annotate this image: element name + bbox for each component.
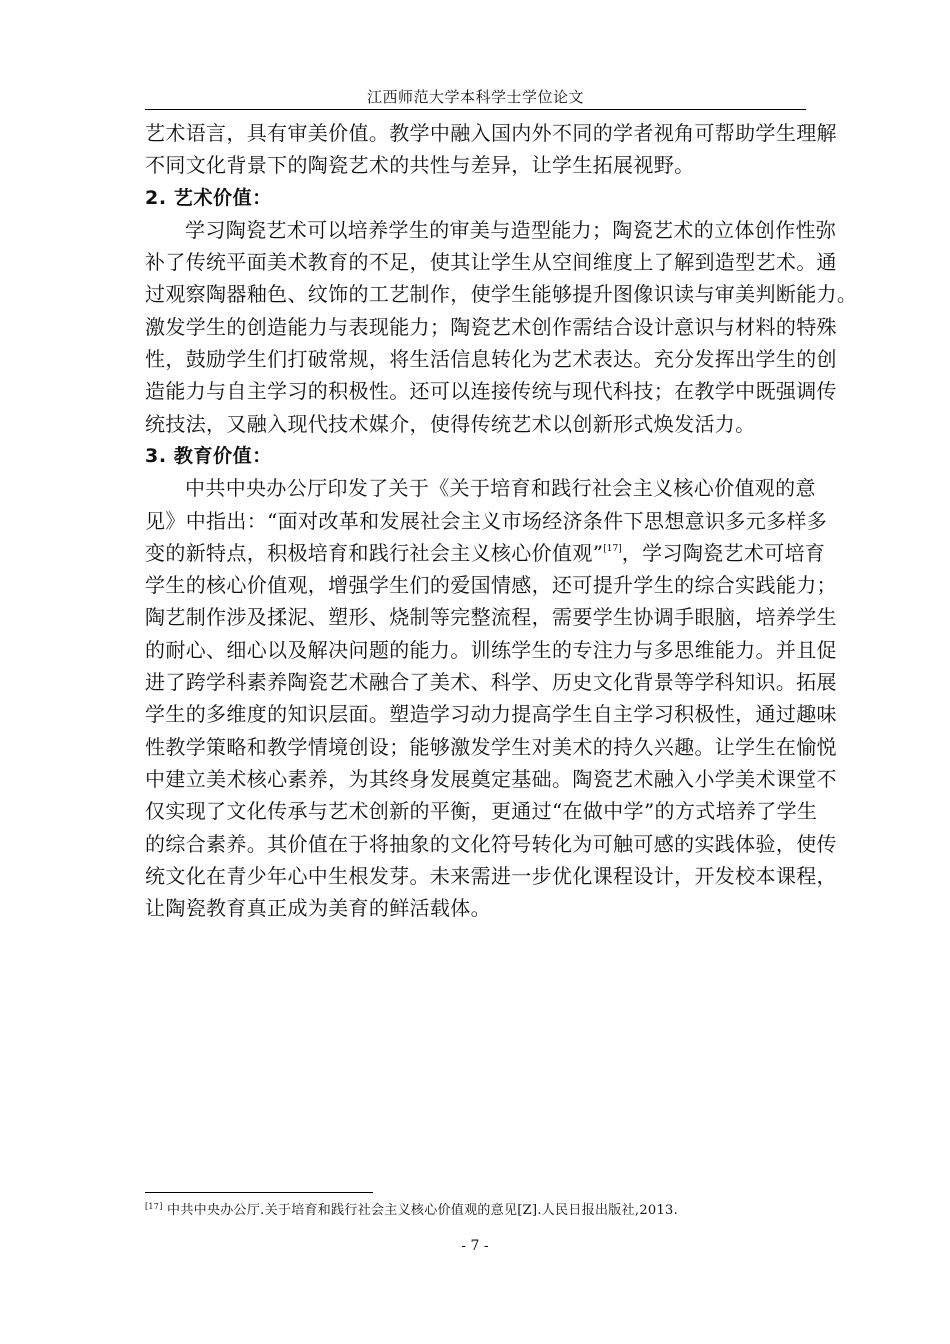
header-rule [145, 109, 806, 110]
paragraph-line: 让陶瓷教育真正成为美育的鲜活载体。 [145, 896, 491, 921]
paragraph-text: 变的新特点，积极培育和践行社会主义核心价值观” [145, 540, 604, 565]
paragraph-line: 不同文化背景下的陶瓷艺术的共性与差异，让学生拓展视野。 [145, 153, 695, 178]
running-header: 江西师范大学本科学士学位论文 [366, 88, 584, 106]
paragraph-line: 仅实现了文化传承与艺术创新的平衡，更通过“在做中学”的方式培养了学生 [145, 799, 818, 824]
footnote [145, 1202, 678, 1220]
paragraph-line: 进了跨学科素养陶瓷艺术融合了美术、科学、历史文化背景等学科知识。拓展 [145, 670, 837, 695]
paragraph-line: 陶艺制作涉及揉泥、塑形、烧制等完整流程，需要学生协调手眼脑，培养学生 [145, 605, 837, 630]
footnote-marker: [17] [145, 1202, 163, 1211]
paragraph-line: 性教学策略和教学情境创设；能够激发学生对美术的持久兴趣。让学生在愉悦 [145, 734, 837, 759]
paragraph-line: 造能力与自主学习的积极性。还可以连接传统与现代科技；在教学中既强调传 [145, 379, 837, 404]
paragraph-text: ，学习陶瓷艺术可培育 [621, 540, 826, 565]
section-heading-art-value: 2. 艺术价值： [145, 186, 272, 209]
paragraph-line: 见》中指出：“面对改革和发展社会主义市场经济条件下思想意识多元多样多 [145, 508, 828, 533]
paragraph-line: 学习陶瓷艺术可以培养学生的审美与造型能力；陶瓷艺术的立体创作性弥 [185, 217, 837, 242]
paragraph-line: 性，鼓励学生们打破常规，将生活信息转化为艺术表达。充分发挥出学生的创 [145, 347, 837, 372]
paragraph-line: 统文化在青少年心中生根发芽。未来需进一步优化课程设计，开发校本课程， [145, 863, 837, 888]
paragraph-line: 中共中央办公厅印发了关于《关于培育和践行社会主义核心价值观的意 [185, 476, 816, 501]
paragraph-line: 激发学生的创造能力与表现能力；陶瓷艺术创作需结合设计意识与材料的特殊 [145, 314, 837, 339]
paragraph-line [145, 537, 826, 569]
paragraph-line: 补了传统平面美术教育的不足，使其让学生从空间维度上了解到造型艺术。通 [145, 250, 837, 275]
paragraph-line: 的综合素养。其价值在于将抽象的文化符号转化为可触可感的实践体验，使传 [145, 831, 837, 856]
section-heading-education-value: 3. 教育价值： [145, 444, 272, 467]
paragraph-line: 学生的核心价值观，增强学生们的爱国情感，还可提升学生的综合实践能力； [145, 573, 837, 598]
footnote-reference[interactable]: [17] [603, 543, 622, 554]
paragraph-line: 过观察陶器釉色、纹饰的工艺制作，使学生能够提升图像识读与审美判断能力。 [145, 282, 858, 307]
paragraph-line: 学生的多维度的知识层面。塑造学习动力提高学生自主学习积极性，通过趣味 [145, 702, 837, 727]
paragraph-line: 的耐心、细心以及解决问题的能力。训练学生的专注力与多思维能力。并且促 [145, 637, 837, 662]
page-number: - 7 - [461, 1238, 489, 1254]
paragraph-line: 艺术语言，具有审美价值。教学中融入国内外不同的学者视角可帮助学生理解 [145, 121, 837, 145]
footnote-rule [145, 1192, 373, 1193]
paragraph-line: 统技法，又融入现代技术媒介，使得传统艺术以创新形式焕发活力。 [145, 411, 756, 436]
paragraph-line: 中建立美术核心素养，为其终身发展奠定基础。陶瓷艺术融入小学美术课堂不 [145, 766, 837, 791]
footnote-text: 中共中央办公厅.关于培育和践行社会主义核心价值观的意见[Z].人民日报出版社,2013. [162, 1203, 679, 1218]
body-text [145, 117, 858, 924]
